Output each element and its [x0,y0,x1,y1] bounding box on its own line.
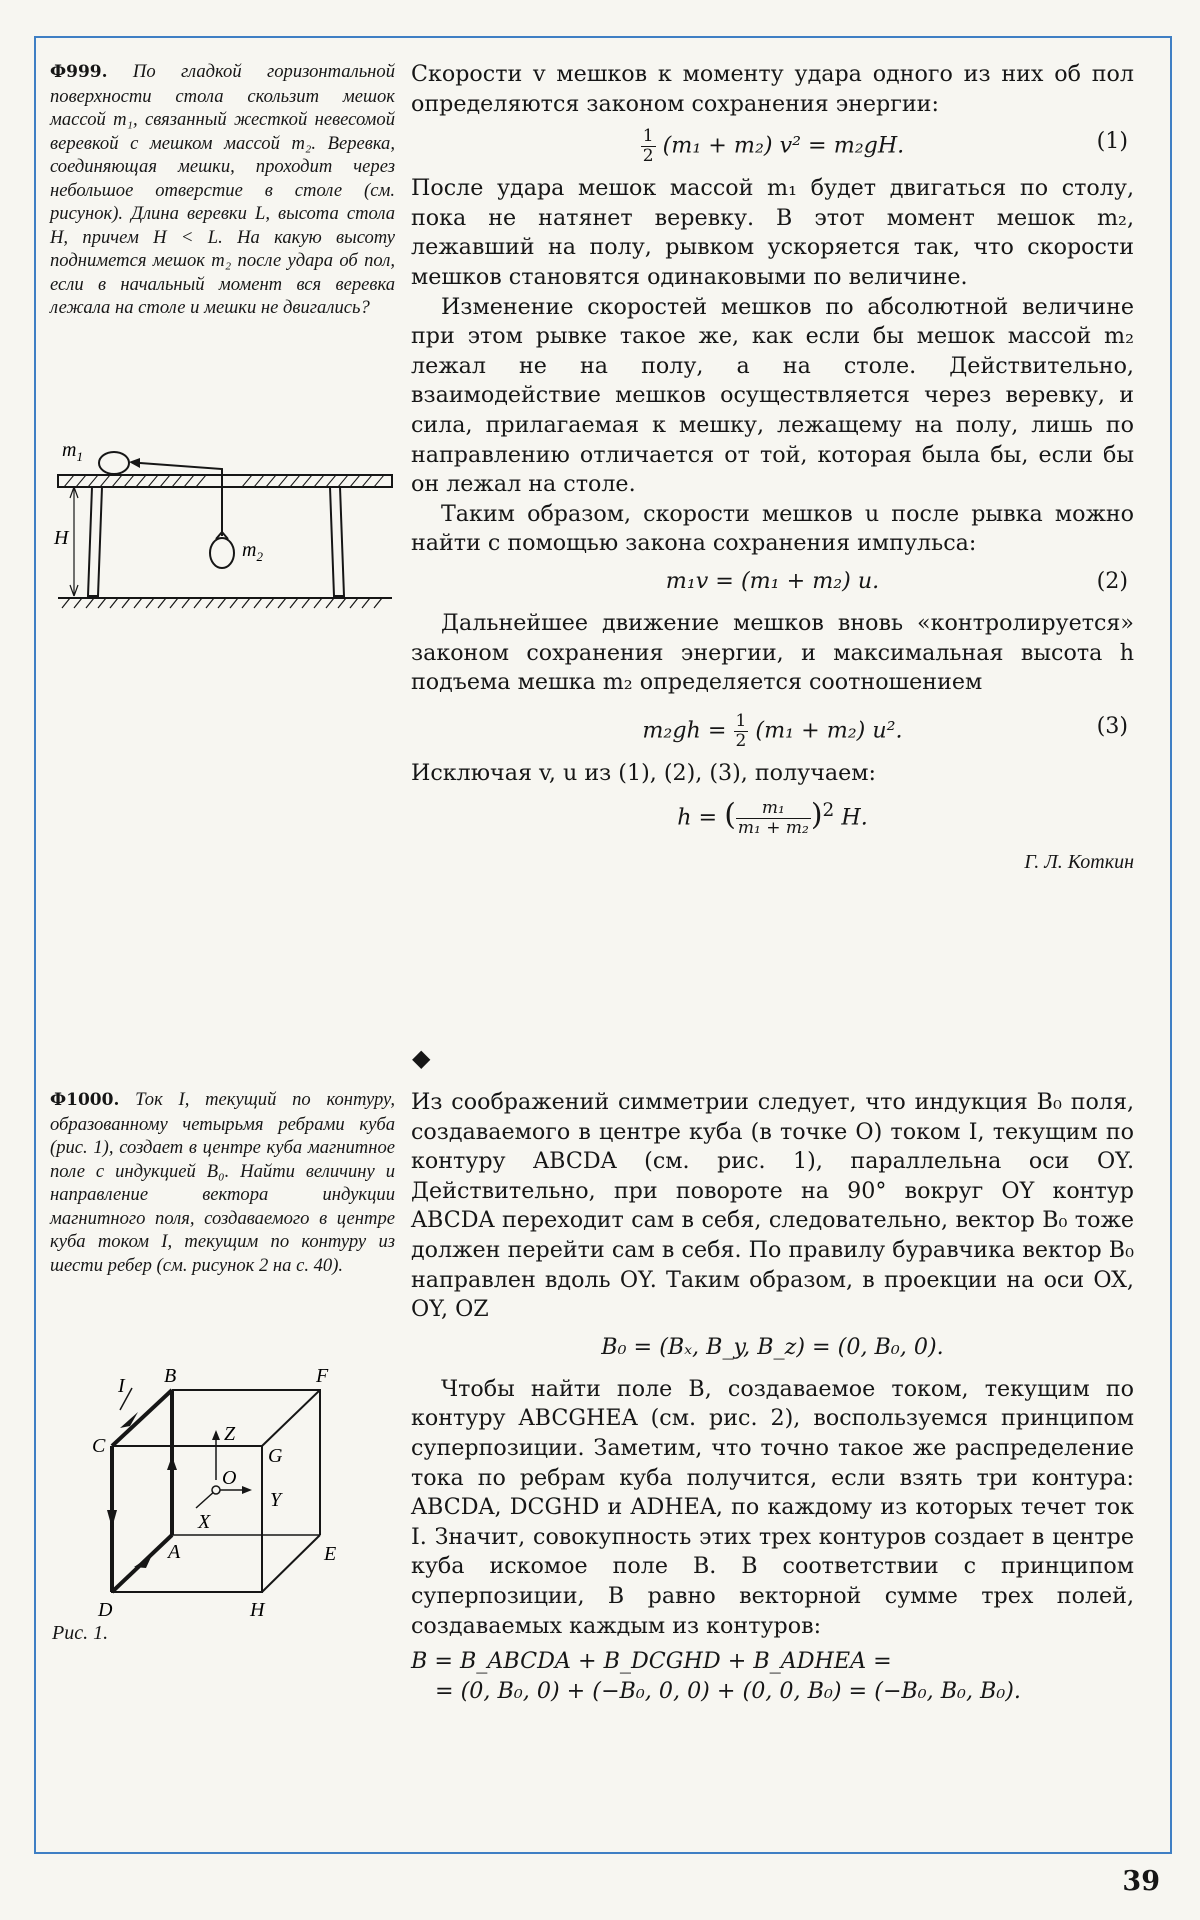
equation-3-number: (3) [1096,712,1128,739]
page-number: 39 [1122,1866,1160,1897]
equation-superposition: B = B_ABCDA + B_DCGHD + B_ADHEA = = (0, B₀, 0) + (−B₀, 0, 0) + (0, 0, B₀) = (−B₀, B₀, B₀). [411,1648,1021,1704]
svg-text:G: G [268,1445,283,1467]
sol999-p2: После удара мешок массой m₁ будет двигаться по столу, пока не натянет веревку. В этот момент мешок m₂, лежавший на полу, рывком ускоряется так, что скорости мешков становятся одинаковыми по величине. [411,175,1134,290]
solution-1000 [411,1088,1134,1706]
table-leg-right [330,487,344,596]
figure-table [52,436,397,616]
problem-1000-text: Ток I, текущий по контуру, образованному четырьмя ребрами куба (рис. 1), создает в центре куба магнитное поле с индукцией B₀. Найти величину и направление вектора индукции магнитного поля, создаваемого в центре куба током I, текущим по контуру из шести ребер (см. рисунок 2 на с. 40). [50,1089,395,1276]
sol999-p6: Исключая v, u из (1), (2), (3), получаем: [411,759,876,786]
svg-text:O: O [222,1467,237,1489]
section-separator: ◆ [412,1044,431,1072]
equation-1-number: (1) [1096,128,1128,155]
svg-text:m2: $m_2$ [242,539,263,564]
svg-text:Y: Y [270,1489,282,1511]
equation-b0: B₀ = (Bₓ, B_y, B_z) = (0, B₀, 0). [601,1333,944,1360]
equation-1: $\frac{1}{2}$ (m₁ + m₂) v² = m₂gH. (1) [642,126,1128,167]
svg-text:C: C [92,1435,106,1457]
svg-text:H: H [250,1599,265,1621]
svg-text:E: E [324,1543,337,1565]
svg-text:I: I [118,1375,125,1397]
bag-m2 [210,538,234,568]
svg-text:X: X [198,1511,211,1533]
problem-999 [50,60,395,320]
svg-text:B: B [164,1365,177,1387]
svg-text:m1: $m_1$ [62,439,83,464]
figure-cube [80,1360,350,1622]
problem-999-text: По гладкой горизонтальной поверхности стола скользит мешок массой m₁, связанный жесткой невесомой веревкой с мешком массой m₂. Веревка, соединяющая мешки, проходит через небольшое отверстие в столе (см. рисунок). Длина веревки L, высота стола H, причем H < L. На какую высоту поднимется мешок m₂ после удара об пол, если в начальный момент вся веревка лежала на столе и мешки не двигались? [50,61,395,318]
equation-2: m₁v = (m₁ + m₂) u. (2) [411,567,1134,601]
figure-label-H: H [54,527,69,549]
problem-1000 [50,1088,395,1277]
equation-3: m₂gh = $\frac{1}{2}$ (m₁ + m₂) u². (3) [642,710,1128,751]
rope [140,463,222,536]
table-leg-left [88,487,102,596]
svg-text:A: A [168,1541,181,1563]
bag-m1 [99,452,129,474]
sol1000-p1: Из соображений симметрии следует, что индукция B₀ поля, создаваемого в центре куба (в точке O) током I, текущим по контуру ABCDA (см. рис. 1), параллельна оси OY. Действительно, при повороте на 90° вокруг OY контур ABCDA переходит сам в себя, следовательно, вектор B₀ тоже должен перейти сам в себя. По правилу буравчика вектор B₀ направлен вдоль OY. Таким образом, в проекции на оси OX, OY, OZ [411,1089,1134,1323]
solution-999 [411,60,1134,878]
svg-text:D: D [98,1599,113,1621]
sol999-p3: Изменение скоростей мешков по абсолютной величине при этом рывке такое же, как если бы мешок массой m₂ лежал не на полу, а на столе. Действительно, взаимодействие мешков осуществляется через веревку, и сила, прилагаемая к мешку, лежащему на полу, лишь по направлению отличается от той, которая была бы, если бы он лежал на столе. [411,293,1134,498]
problem-1000-label: Ф1000. [50,1090,120,1110]
problem-999-label: Ф999. [50,62,108,82]
equation-4: h = ( $\frac{\text{m₁}}{\text{m₁ + m₂}}$ )$^2$ H. [677,797,868,839]
figure-label-m2: m [242,539,257,561]
figure-caption: Рис. 1. [52,1622,109,1644]
sol1000-p2: Чтобы найти поле B, создаваемое током, текущим по контуру ABCGHEA (см. рис. 2), воспользуемся принципом суперпозиции. Заметим, что точно такое же распределение тока по ребрам куба получится, если взять три контура: ABCDA, DCGHD и ADHEA, по каждому из которых течет ток I. Значит, совокупность этих трех контуров создает в центре куба искомое поле B. В соответствии с принципом суперпозиции, B равно векторной сумме трех полей, создаваемых каждым из контуров: [411,1375,1134,1639]
svg-text:F: F [316,1365,329,1387]
sol999-p4: Таким образом, скорости мешков u после рывка можно найти с помощью закона сохранения импульса: [411,500,1134,557]
sol999-p5: Дальнейшее движение мешков вновь «контролируется» законом сохранения энергии, и максимальная высота h подъема мешка m₂ определяется соотношением [411,609,1134,696]
author: Г. Л. Коткин [1024,851,1134,874]
figure-label-m1: m [62,439,77,461]
svg-text:Z: Z [224,1423,236,1445]
sol999-p1: Скорости v мешков к моменту удара одного из них об пол определяются законом сохранения энергии: [411,61,1134,117]
equation-2-number: (2) [1096,567,1128,594]
